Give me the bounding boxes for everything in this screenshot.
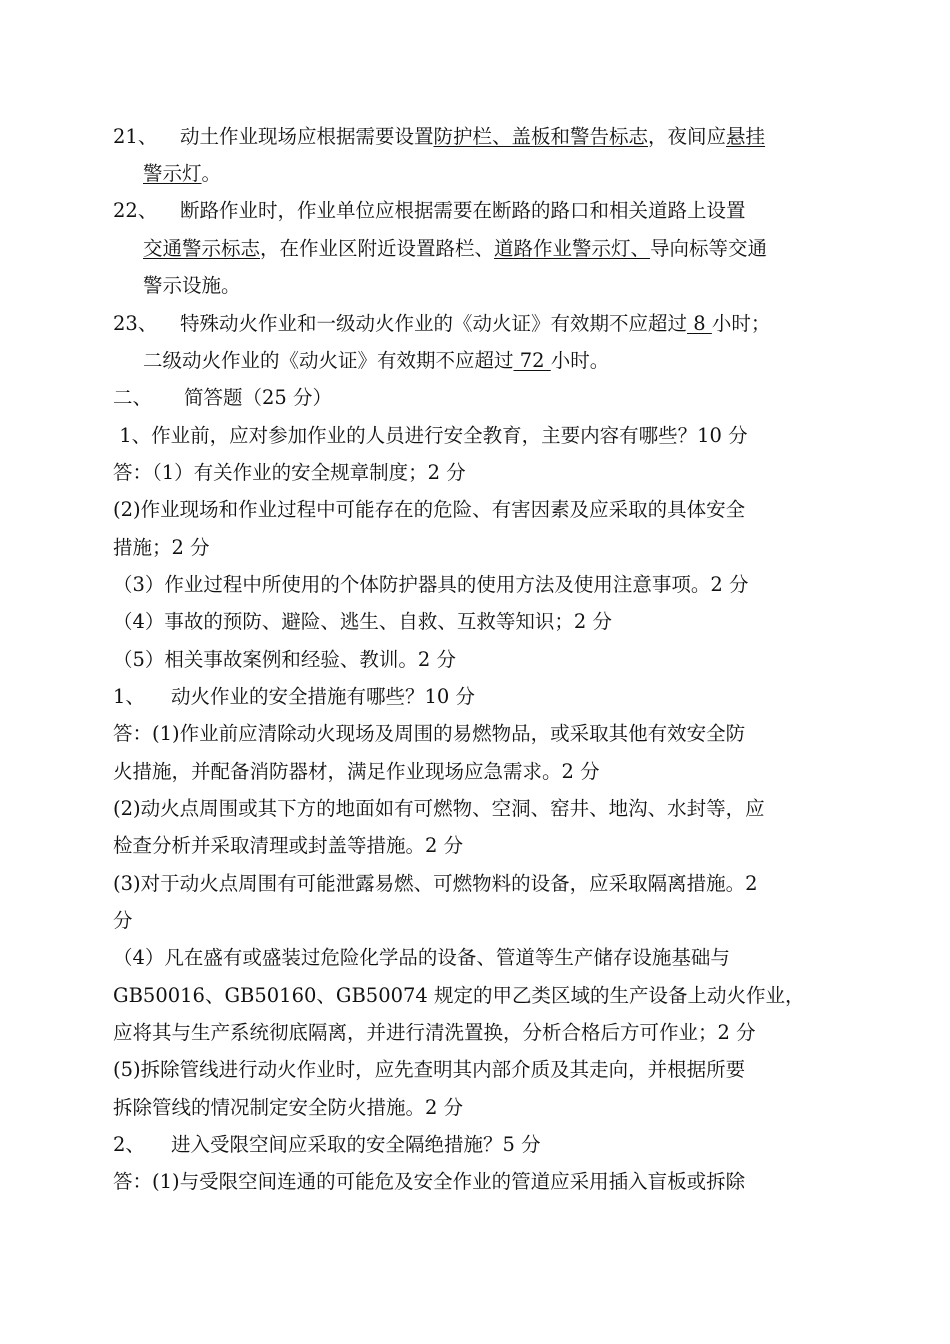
sa2-answer-1-line-1: 答：(1)作业前应清除动火现场及周围的易燃物品，或采取其他有效安全防 [113, 722, 746, 745]
q23-text-3: 二级动火作业的《动火证》有效期不应超过 [143, 349, 514, 372]
sa1-answer-2-line-2: 措施；2 分 [113, 536, 210, 559]
q23-number: 23、 [113, 312, 158, 335]
sa3-question: 进入受限空间应采取的安全隔绝措施？5 分 [171, 1133, 541, 1156]
q22-answer-2: 道路作业警示灯、 [494, 237, 651, 260]
sa1-answer-5: （5）相关事故案例和经验、教训。2 分 [113, 648, 457, 671]
sa2-number: 1、 [113, 685, 145, 708]
sa2-answer-1-line-2: 火措施，并配备消防器材，满足作业现场应急需求。2 分 [113, 760, 600, 783]
q23-text-2: 小时； [711, 312, 771, 335]
q23-text: 特殊动火作业和一级动火作业的《动火证》有效期不应超过 [180, 312, 688, 335]
sa2-answer-3-line-1: (3)对于动火点周围有可能泄露易燃、可燃物料的设备，应采取隔离措施。2 [113, 872, 758, 895]
sa1-answer-2-line-1: (2)作业现场和作业过程中可能存在的危险、有害因素及应采取的具体安全 [113, 498, 746, 521]
sa2-answer-5-line-1: (5)拆除管线进行动火作业时，应先查明其内部介质及其走向，并根据所要 [113, 1058, 746, 1081]
q21-answer-2a: 悬挂 [726, 125, 766, 148]
sa2-answer-2-line-1: (2)动火点周围或其下方的地面如有可燃物、空洞、窑井、地沟、水封等，应 [113, 797, 765, 820]
q21-line-2 [143, 161, 221, 187]
q22-text-2: 导向标等交通 [650, 237, 768, 260]
sa1-answer-1: 答：（1）有关作业的安全规章制度；2 分 [113, 461, 466, 484]
q22-line-1: 断路作业时，作业单位应根据需要在断路的路口和相关道路上设置 [180, 199, 746, 222]
q21-text: 动土作业现场应根据需要设置 [180, 125, 434, 148]
sa3-answer-1-line-1: 答：(1)与受限空间连通的可能危及安全作业的管道应采用插入盲板或拆除 [113, 1170, 746, 1193]
sa2-answer-3-line-2: 分 [113, 909, 133, 932]
sa3-number: 2、 [113, 1133, 145, 1156]
q23-text-4: 小时。 [550, 349, 610, 372]
sa2-answer-5-line-2: 拆除管线的情况制定安全防火措施。2 分 [113, 1096, 464, 1119]
q21-answer-1: 防护栏、盖板和警告标志 [433, 125, 649, 148]
sa2-answer-2-line-2: 检查分析并采取清理或封盖等措施。2 分 [113, 834, 464, 857]
q22-text: ，在作业区附近设置路栏、 [260, 237, 495, 260]
sa2-answer-4-line-3: 应将其与生产系统彻底隔离，并进行清洗置换，分析合格后方可作业；2 分 [113, 1021, 756, 1044]
q23-answer-1: 8 [687, 312, 712, 335]
q22-line-3: 警示设施。 [143, 274, 241, 297]
q22-line-2 [143, 236, 767, 262]
q21-text-2: ，夜间应 [648, 125, 727, 148]
sa1-question: 1、作业前，应对参加作业的人员进行安全教育，主要内容有哪些？10 分 [113, 424, 748, 447]
q22-answer-1: 交通警示标志 [143, 237, 261, 260]
sa2-question: 动火作业的安全措施有哪些？10 分 [171, 685, 476, 708]
q21-number: 21、 [113, 125, 158, 148]
section-number: 二、 [113, 386, 153, 409]
sa2-answer-4-line-2: GB50016、GB50160、GB50074 规定的甲乙类区域的生产设备上动火作业， [113, 984, 805, 1007]
sa1-answer-3: （3）作业过程中所使用的个体防护器具的使用方法及使用注意事项。2 分 [113, 573, 749, 596]
q23-line-2 [143, 348, 609, 374]
q21-answer-2b: 警示灯 [143, 162, 202, 185]
q22-number: 22、 [113, 199, 158, 222]
q23-answer-2: 72 [513, 349, 551, 372]
section-title: 简答题（25 分） [184, 386, 333, 409]
sa2-answer-4-line-1: （4）凡在盛有或盛装过危险化学品的设备、管道等生产储存设施基础与 [113, 946, 730, 969]
sa1-answer-4: （4）事故的预防、避险、逃生、自救、互救等知识；2 分 [113, 610, 613, 633]
q21-line-1 [180, 124, 765, 150]
q21-end: 。 [201, 162, 222, 185]
q23-line-1 [180, 311, 770, 337]
